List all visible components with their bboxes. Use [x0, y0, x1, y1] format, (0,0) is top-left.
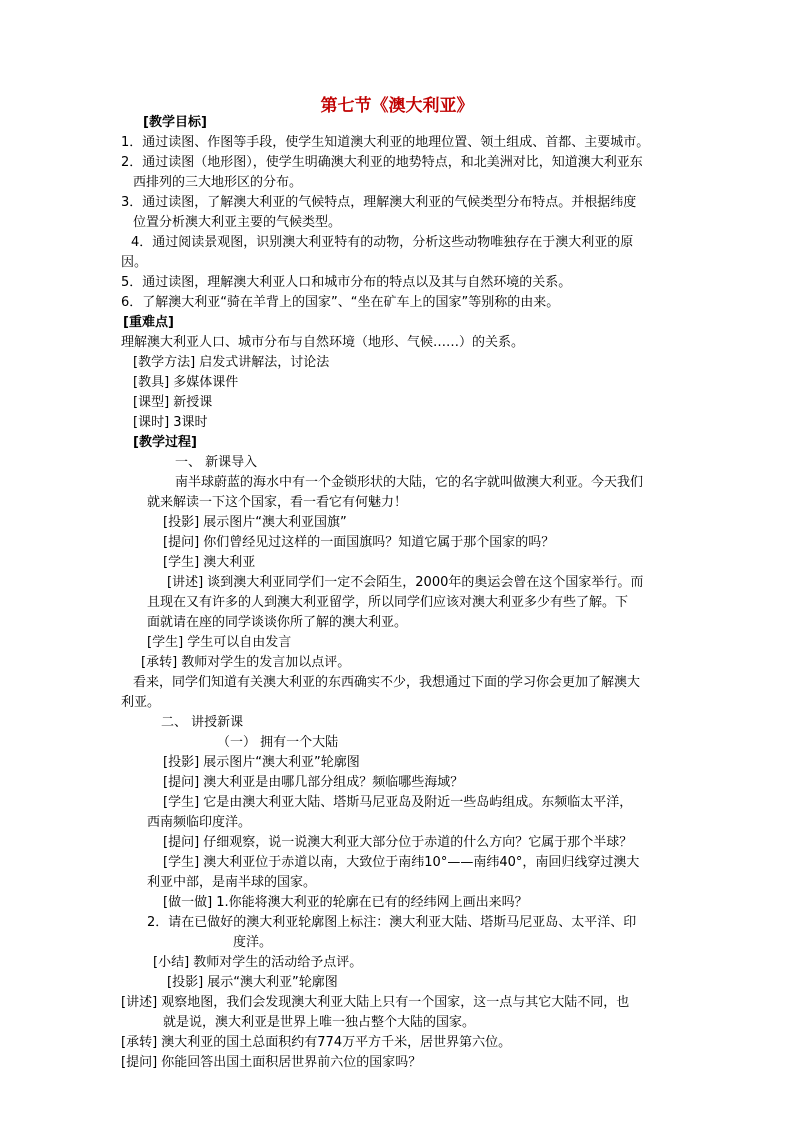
text-line: 且现在又有许多的人到澳大利亚留学，所以同学们应该对澳大利亚多少有些了解。下: [147, 595, 629, 610]
text-line: 二、 讲授新课: [161, 715, 244, 730]
text-line: 南半球蔚蓝的海水中有一个金锁形状的大陆，它的名字就叫做澳大利亚。今天我们: [175, 475, 644, 490]
section-heading: [教学过程]: [133, 435, 197, 450]
text-line: [做一做] 1.你能将澳大利亚的轮廓在已有的经纬网上画出来吗？: [163, 895, 528, 910]
text-line: [投影] 展示图片“澳大利亚”轮廓图: [163, 755, 360, 770]
text-line: 4．通过阅读景观图，识别澳大利亚特有的动物，分析这些动物唯独存在于澳大利亚的原: [131, 235, 634, 250]
text-line: [提问] 你们曾经见过这样的一面国旗吗？知道它属于那个国家的吗？: [163, 535, 555, 550]
text-line: 利亚。: [121, 695, 161, 710]
text-line: 5．通过读图，理解澳大利亚人口和城市分布的特点以及其与自然环境的关系。: [121, 275, 572, 290]
text-line: [承转] 教师对学生的发言加以点评。: [141, 655, 351, 670]
text-line: [讲述] 谈到澳大利亚同学们一定不会陌生，2000年的奥运会曾在这个国家举行。而: [167, 575, 644, 590]
text-line: 面就请在座的同学谈谈你所了解的澳大利亚。: [147, 615, 408, 630]
text-line: [课型] 新授课: [133, 395, 213, 410]
text-line: 西南频临印度洋。: [147, 815, 252, 830]
text-line: [提问] 仔细观察，说一说澳大利亚大部分位于赤道的什么方向？它属于那个半球？: [163, 835, 633, 850]
section-heading: [重难点]: [123, 315, 174, 330]
text-line: [课时] 3课时: [133, 415, 208, 430]
section-heading: [教学目标]: [143, 115, 207, 130]
text-line: 3．通过读图，了解澳大利亚的气候特点，理解澳大利亚的气候类型分布特点。并根据纬度: [121, 195, 637, 210]
text-line: 一、 新课导入: [175, 455, 258, 470]
text-line: [学生] 它是由澳大利亚大陆、塔斯马尼亚岛及附近一些岛屿组成。东频临太平洋，: [163, 795, 633, 810]
text-line: [小结] 教师对学生的活动给予点评。: [153, 955, 363, 970]
text-line: [学生] 澳大利亚位于赤道以南，大致位于南纬10°——南纬40°，南回归线穿过澳大: [163, 855, 640, 870]
text-line: 度洋。: [233, 935, 273, 950]
text-line: 就来解读一下这个国家，看一看它有何魅力！: [147, 495, 408, 510]
text-line: 西排列的三大地形区的分布。: [133, 175, 303, 190]
text-line: [提问] 你能回答出国土面积居世界前六位的国家吗？: [121, 1055, 422, 1070]
text-line: 位置分析澳大利亚主要的气候类型。: [133, 215, 342, 230]
text-line: 就是说，澳大利亚是世界上唯一独占整个大陆的国家。: [163, 1015, 476, 1030]
text-line: 1．通过读图、作图等手段，使学生知道澳大利亚的地理位置、领土组成、首都、主要城市。: [121, 135, 650, 150]
text-line: [教学方法] 启发式讲解法，讨论法: [133, 355, 330, 370]
text-line: [学生] 学生可以自由发言: [147, 635, 292, 650]
text-line: [教具] 多媒体课件: [133, 375, 239, 390]
text-line: 6．了解澳大利亚“骑在羊背上的国家”、“坐在矿车上的国家”等别称的由来。: [121, 295, 560, 310]
text-line: （一） 拥有一个大陆: [217, 735, 339, 750]
page-title: 第七节《澳大利亚》: [320, 96, 474, 116]
text-line: [学生] 澳大利亚: [163, 555, 256, 570]
text-line: [讲述] 观察地图，我们会发现澳大利亚大陆上只有一个国家，这一点与其它大陆不同，也: [121, 995, 630, 1010]
text-line: 因。: [121, 255, 148, 270]
text-line: 利亚中部，是南半球的国家。: [147, 875, 317, 890]
text-line: 理解澳大利亚人口、城市分布与自然环境（地形、气候……）的关系。: [121, 335, 525, 350]
text-line: 看来，同学们知道有关澳大利亚的东西确实不少，我想通过下面的学习你会更加了解澳大: [133, 675, 641, 690]
text-line: [投影] 展示“澳大利亚”轮廓图: [167, 975, 338, 990]
text-line: [承转] 澳大利亚的国土总面积约有774万平方千米，居世界第六位。: [121, 1035, 512, 1050]
text-line: 2．请在已做好的澳大利亚轮廓图上标注：澳大利亚大陆、塔斯马尼亚岛、太平洋、印: [147, 915, 637, 930]
text-line: [提问] 澳大利亚是由哪几部分组成？频临哪些海域？: [163, 775, 464, 790]
text-line: [投影] 展示图片“澳大利亚国旗”: [163, 515, 347, 530]
text-line: 2．通过读图（地形图），使学生明确澳大利亚的地势特点，和北美洲对比，知道澳大利亚东: [121, 155, 643, 170]
